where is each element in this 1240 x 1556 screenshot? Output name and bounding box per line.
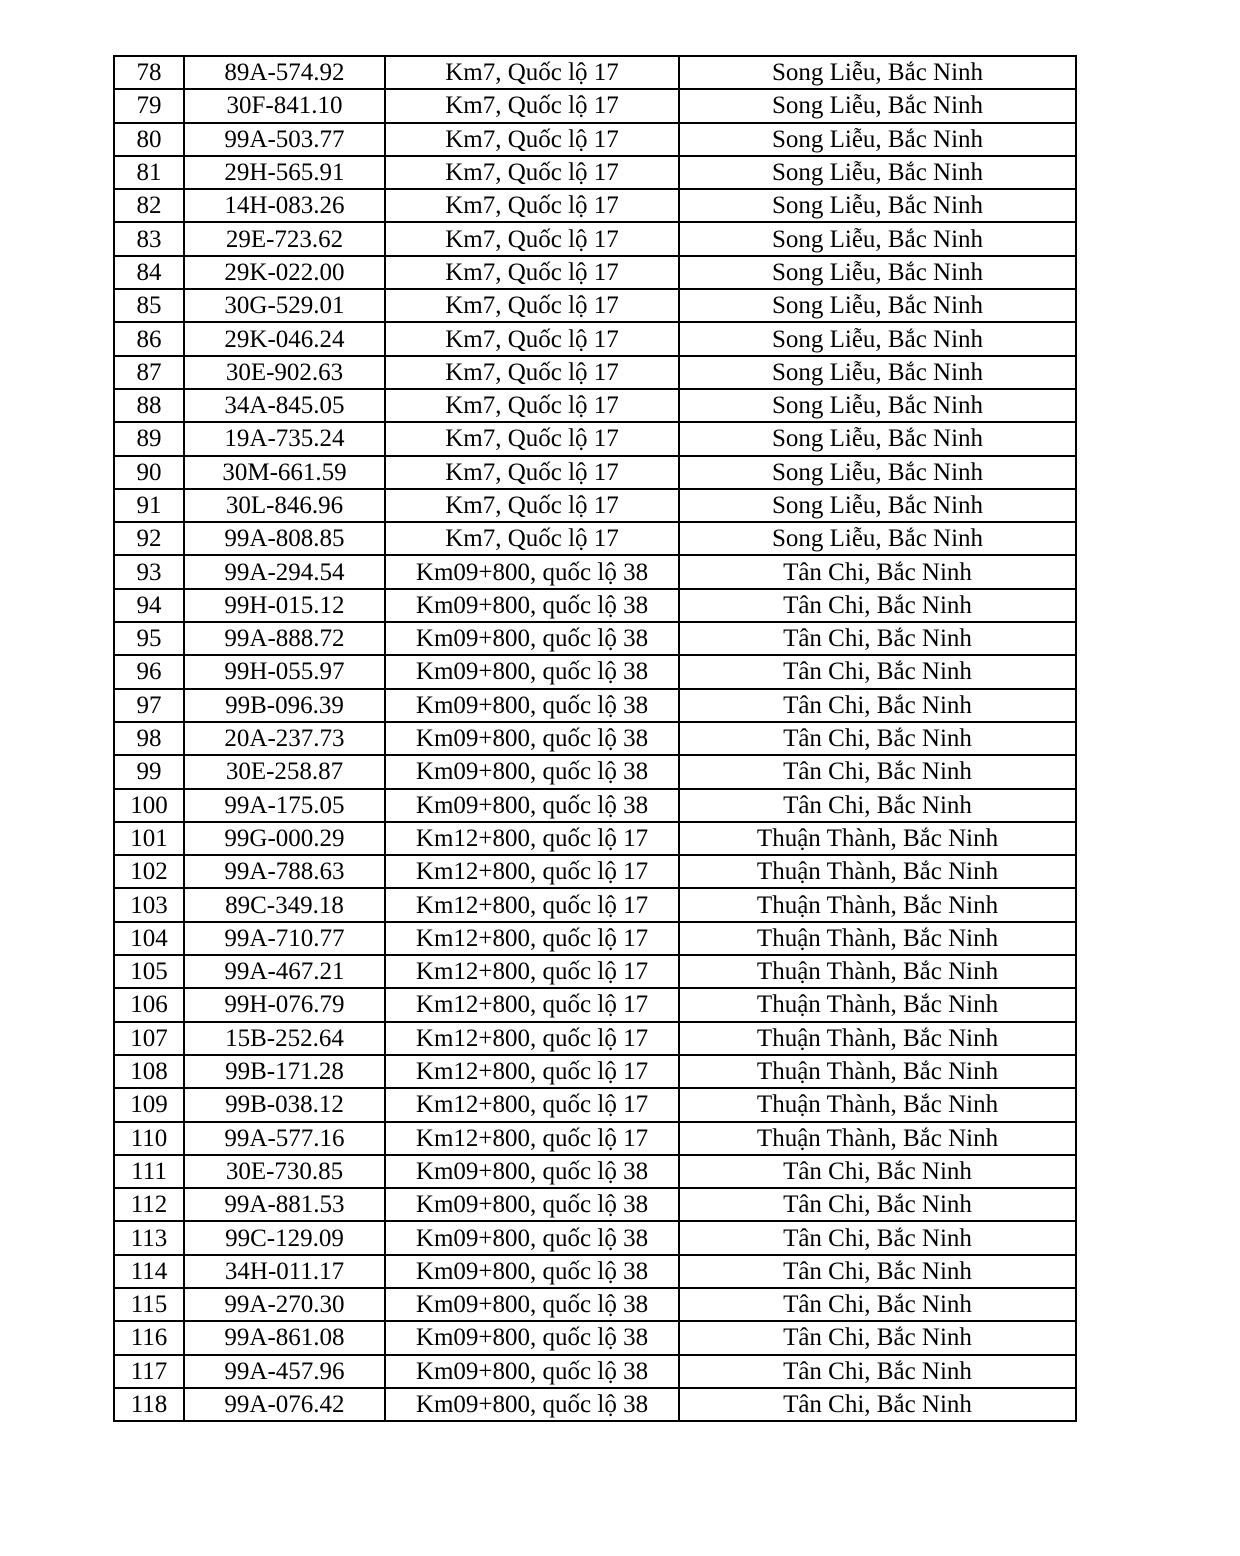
row-number-cell: 86 [114,322,184,355]
row-number-cell: 78 [114,56,184,89]
license-plate-cell: 99B-096.39 [184,689,385,722]
location-cell: Km7, Quốc lộ 17 [385,456,679,489]
license-plate-cell: 30L-846.96 [184,489,385,522]
license-plate-cell: 99A-076.42 [184,1388,385,1421]
table-row [114,855,1076,888]
license-plate-cell: 99H-076.79 [184,988,385,1021]
location-cell: Km12+800, quốc lộ 17 [385,988,679,1021]
area-cell: Thuận Thành, Bắc Ninh [679,1122,1076,1155]
location-cell: Km09+800, quốc lộ 38 [385,1288,679,1321]
table-row [114,1088,1076,1121]
location-cell: Km12+800, quốc lộ 17 [385,922,679,955]
table-row [114,1255,1076,1288]
row-number-cell: 96 [114,655,184,688]
table-row [114,56,1076,89]
license-plate-cell: 20A-237.73 [184,722,385,755]
row-number-cell: 95 [114,622,184,655]
location-cell: Km12+800, quốc lộ 17 [385,1022,679,1055]
location-cell: Km7, Quốc lộ 17 [385,522,679,555]
row-number-cell: 83 [114,222,184,255]
table-row [114,988,1076,1021]
row-number-cell: 112 [114,1188,184,1221]
license-plate-cell: 30E-730.85 [184,1155,385,1188]
table-row [114,123,1076,156]
license-plate-cell: 14H-083.26 [184,189,385,222]
table-body [114,56,1076,1421]
row-number-cell: 82 [114,189,184,222]
location-cell: Km09+800, quốc lộ 38 [385,655,679,688]
license-plate-cell: 89C-349.18 [184,888,385,921]
table-row [114,722,1076,755]
location-cell: Km7, Quốc lộ 17 [385,489,679,522]
location-cell: Km12+800, quốc lộ 17 [385,1122,679,1155]
row-number-cell: 90 [114,456,184,489]
table-row [114,822,1076,855]
row-number-cell: 117 [114,1355,184,1388]
table-row [114,589,1076,622]
table-row [114,222,1076,255]
area-cell: Song Liễu, Bắc Ninh [679,256,1076,289]
license-plate-cell: 99A-808.85 [184,522,385,555]
location-cell: Km7, Quốc lộ 17 [385,289,679,322]
area-cell: Thuận Thành, Bắc Ninh [679,922,1076,955]
license-plate-cell: 19A-735.24 [184,422,385,455]
row-number-cell: 105 [114,955,184,988]
area-cell: Song Liễu, Bắc Ninh [679,522,1076,555]
table-row [114,689,1076,722]
table-row [114,189,1076,222]
location-cell: Km12+800, quốc lộ 17 [385,955,679,988]
area-cell: Song Liễu, Bắc Ninh [679,322,1076,355]
area-cell: Tân Chi, Bắc Ninh [679,1321,1076,1354]
table-row [114,1155,1076,1188]
area-cell: Song Liễu, Bắc Ninh [679,189,1076,222]
table-row [114,655,1076,688]
row-number-cell: 97 [114,689,184,722]
row-number-cell: 108 [114,1055,184,1088]
row-number-cell: 98 [114,722,184,755]
location-cell: Km09+800, quốc lộ 38 [385,1155,679,1188]
row-number-cell: 114 [114,1255,184,1288]
location-cell: Km12+800, quốc lộ 17 [385,855,679,888]
table-row [114,456,1076,489]
area-cell: Thuận Thành, Bắc Ninh [679,855,1076,888]
location-cell: Km12+800, quốc lộ 17 [385,1088,679,1121]
table-row [114,555,1076,588]
area-cell: Tân Chi, Bắc Ninh [679,1288,1076,1321]
table-row [114,1388,1076,1421]
row-number-cell: 80 [114,123,184,156]
location-cell: Km7, Quốc lộ 17 [385,322,679,355]
row-number-cell: 107 [114,1022,184,1055]
area-cell: Thuận Thành, Bắc Ninh [679,1022,1076,1055]
license-plate-cell: 30M-661.59 [184,456,385,489]
table-row [114,1288,1076,1321]
location-cell: Km7, Quốc lộ 17 [385,189,679,222]
location-cell: Km09+800, quốc lộ 38 [385,589,679,622]
row-number-cell: 109 [114,1088,184,1121]
row-number-cell: 100 [114,789,184,822]
location-cell: Km7, Quốc lộ 17 [385,123,679,156]
row-number-cell: 101 [114,822,184,855]
area-cell: Song Liễu, Bắc Ninh [679,356,1076,389]
row-number-cell: 79 [114,89,184,122]
table-row [114,1055,1076,1088]
area-cell: Tân Chi, Bắc Ninh [679,655,1076,688]
license-plate-cell: 34H-011.17 [184,1255,385,1288]
license-plate-cell: 99C-129.09 [184,1221,385,1254]
table-row [114,156,1076,189]
row-number-cell: 99 [114,755,184,788]
location-cell: Km7, Quốc lộ 17 [385,89,679,122]
row-number-cell: 81 [114,156,184,189]
license-plate-cell: 99H-055.97 [184,655,385,688]
location-cell: Km09+800, quốc lộ 38 [385,722,679,755]
license-plate-cell: 99A-270.30 [184,1288,385,1321]
location-cell: Km7, Quốc lộ 17 [385,256,679,289]
row-number-cell: 89 [114,422,184,455]
area-cell: Thuận Thành, Bắc Ninh [679,988,1076,1021]
area-cell: Song Liễu, Bắc Ninh [679,222,1076,255]
area-cell: Song Liễu, Bắc Ninh [679,389,1076,422]
location-cell: Km09+800, quốc lộ 38 [385,1221,679,1254]
table-row [114,289,1076,322]
row-number-cell: 115 [114,1288,184,1321]
license-plate-cell: 99A-457.96 [184,1355,385,1388]
table-row [114,955,1076,988]
license-plate-cell: 99A-888.72 [184,622,385,655]
license-plate-cell: 99A-294.54 [184,555,385,588]
row-number-cell: 111 [114,1155,184,1188]
area-cell: Tân Chi, Bắc Ninh [679,689,1076,722]
location-cell: Km09+800, quốc lộ 38 [385,1388,679,1421]
license-plate-cell: 34A-845.05 [184,389,385,422]
row-number-cell: 103 [114,888,184,921]
table-row [114,789,1076,822]
license-plate-cell: 99A-861.08 [184,1321,385,1354]
area-cell: Tân Chi, Bắc Ninh [679,722,1076,755]
table-row [114,356,1076,389]
area-cell: Thuận Thành, Bắc Ninh [679,822,1076,855]
location-cell: Km12+800, quốc lộ 17 [385,888,679,921]
area-cell: Song Liễu, Bắc Ninh [679,289,1076,322]
location-cell: Km09+800, quốc lộ 38 [385,755,679,788]
table-row [114,922,1076,955]
table-row [114,522,1076,555]
license-plate-cell: 99A-710.77 [184,922,385,955]
area-cell: Song Liễu, Bắc Ninh [679,489,1076,522]
row-number-cell: 102 [114,855,184,888]
row-number-cell: 106 [114,988,184,1021]
license-plate-cell: 29K-046.24 [184,322,385,355]
license-plate-cell: 99G-000.29 [184,822,385,855]
license-plate-cell: 89A-574.92 [184,56,385,89]
license-plate-cell: 99B-171.28 [184,1055,385,1088]
license-plate-cell: 99A-503.77 [184,123,385,156]
row-number-cell: 91 [114,489,184,522]
row-number-cell: 118 [114,1388,184,1421]
area-cell: Tân Chi, Bắc Ninh [679,1255,1076,1288]
area-cell: Tân Chi, Bắc Ninh [679,789,1076,822]
location-cell: Km09+800, quốc lộ 38 [385,1321,679,1354]
area-cell: Tân Chi, Bắc Ninh [679,589,1076,622]
table-row [114,422,1076,455]
area-cell: Thuận Thành, Bắc Ninh [679,1055,1076,1088]
row-number-cell: 84 [114,256,184,289]
row-number-cell: 85 [114,289,184,322]
area-cell: Song Liễu, Bắc Ninh [679,123,1076,156]
area-cell: Tân Chi, Bắc Ninh [679,1188,1076,1221]
area-cell: Tân Chi, Bắc Ninh [679,622,1076,655]
table-row [114,489,1076,522]
row-number-cell: 104 [114,922,184,955]
location-cell: Km09+800, quốc lộ 38 [385,555,679,588]
location-cell: Km09+800, quốc lộ 38 [385,1355,679,1388]
table-row [114,622,1076,655]
area-cell: Song Liễu, Bắc Ninh [679,56,1076,89]
license-plate-cell: 99A-788.63 [184,855,385,888]
area-cell: Tân Chi, Bắc Ninh [679,555,1076,588]
location-cell: Km7, Quốc lộ 17 [385,356,679,389]
table-row [114,1221,1076,1254]
table-row [114,1188,1076,1221]
location-cell: Km09+800, quốc lộ 38 [385,622,679,655]
row-number-cell: 87 [114,356,184,389]
area-cell: Song Liễu, Bắc Ninh [679,422,1076,455]
license-plate-cell: 29H-565.91 [184,156,385,189]
table-row [114,1321,1076,1354]
area-cell: Song Liễu, Bắc Ninh [679,456,1076,489]
table-row [114,755,1076,788]
location-cell: Km09+800, quốc lộ 38 [385,789,679,822]
license-plate-cell: 99A-175.05 [184,789,385,822]
area-cell: Thuận Thành, Bắc Ninh [679,955,1076,988]
table-row [114,888,1076,921]
area-cell: Thuận Thành, Bắc Ninh [679,888,1076,921]
area-cell: Tân Chi, Bắc Ninh [679,1155,1076,1188]
license-plate-cell: 30F-841.10 [184,89,385,122]
location-cell: Km7, Quốc lộ 17 [385,56,679,89]
table-row [114,1022,1076,1055]
row-number-cell: 113 [114,1221,184,1254]
license-plate-cell: 99A-881.53 [184,1188,385,1221]
area-cell: Thuận Thành, Bắc Ninh [679,1088,1076,1121]
location-cell: Km7, Quốc lộ 17 [385,222,679,255]
table-row [114,1355,1076,1388]
license-plate-cell: 99H-015.12 [184,589,385,622]
location-cell: Km12+800, quốc lộ 17 [385,822,679,855]
row-number-cell: 88 [114,389,184,422]
vehicle-records-table [113,55,1077,1422]
license-plate-cell: 99A-577.16 [184,1122,385,1155]
license-plate-cell: 29K-022.00 [184,256,385,289]
row-number-cell: 110 [114,1122,184,1155]
area-cell: Song Liễu, Bắc Ninh [679,156,1076,189]
table-row [114,89,1076,122]
area-cell: Tân Chi, Bắc Ninh [679,1355,1076,1388]
license-plate-cell: 99A-467.21 [184,955,385,988]
row-number-cell: 92 [114,522,184,555]
table-row [114,322,1076,355]
location-cell: Km09+800, quốc lộ 38 [385,1255,679,1288]
license-plate-cell: 99B-038.12 [184,1088,385,1121]
row-number-cell: 94 [114,589,184,622]
table-row [114,256,1076,289]
table-row [114,389,1076,422]
area-cell: Tân Chi, Bắc Ninh [679,1388,1076,1421]
location-cell: Km7, Quốc lộ 17 [385,422,679,455]
table-row [114,1122,1076,1155]
row-number-cell: 116 [114,1321,184,1354]
row-number-cell: 93 [114,555,184,588]
area-cell: Tân Chi, Bắc Ninh [679,755,1076,788]
license-plate-cell: 30E-902.63 [184,356,385,389]
area-cell: Tân Chi, Bắc Ninh [679,1221,1076,1254]
location-cell: Km09+800, quốc lộ 38 [385,1188,679,1221]
location-cell: Km09+800, quốc lộ 38 [385,689,679,722]
location-cell: Km7, Quốc lộ 17 [385,156,679,189]
location-cell: Km7, Quốc lộ 17 [385,389,679,422]
area-cell: Song Liễu, Bắc Ninh [679,89,1076,122]
license-plate-cell: 30G-529.01 [184,289,385,322]
license-plate-cell: 15B-252.64 [184,1022,385,1055]
license-plate-cell: 30E-258.87 [184,755,385,788]
license-plate-cell: 29E-723.62 [184,222,385,255]
location-cell: Km12+800, quốc lộ 17 [385,1055,679,1088]
